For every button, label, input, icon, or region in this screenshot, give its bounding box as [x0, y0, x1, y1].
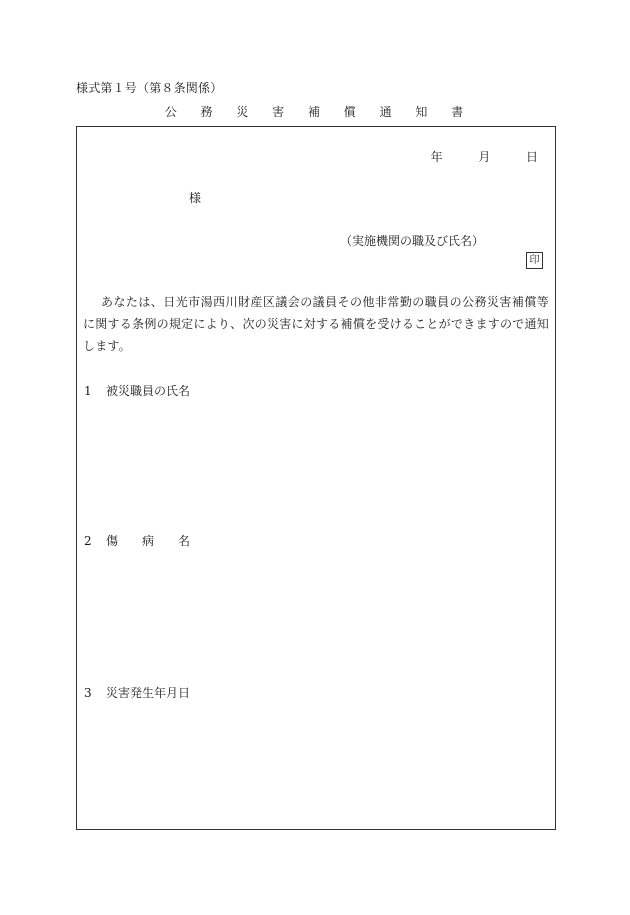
- item-label: 災害発生年月日: [106, 686, 191, 700]
- item-number: 2: [84, 534, 92, 548]
- addressee-suffix: 様: [189, 191, 202, 205]
- document-title: 公 務 災 害 補 償 通 知 書: [164, 105, 474, 119]
- item-label: 被災職員の氏名: [106, 384, 191, 398]
- item-number: 1: [84, 384, 92, 398]
- item-injured-staff-name: [84, 382, 190, 399]
- item-injury-name: [84, 532, 214, 549]
- day-label: 日: [525, 150, 538, 164]
- month-label: 月: [478, 150, 491, 164]
- form-frame: [76, 126, 556, 830]
- item-accident-date: [84, 684, 190, 701]
- year-label: 年: [430, 150, 443, 164]
- form-number: 様式第１号（第８条関係）: [76, 81, 223, 95]
- seal-mark: 印: [526, 252, 543, 269]
- date-line: [431, 148, 538, 165]
- issuer-label: （実施機関の職及び氏名）: [340, 234, 485, 248]
- item-number: 3: [84, 686, 92, 700]
- notice-body: あなたは、日光市湯西川財産区議会の議員その他非常勤の職員の公務災害補償等に関する条例の規定により、次の災害に対する補償を受けることができますので通知します。: [83, 295, 549, 353]
- item-label: 傷病名: [106, 534, 215, 548]
